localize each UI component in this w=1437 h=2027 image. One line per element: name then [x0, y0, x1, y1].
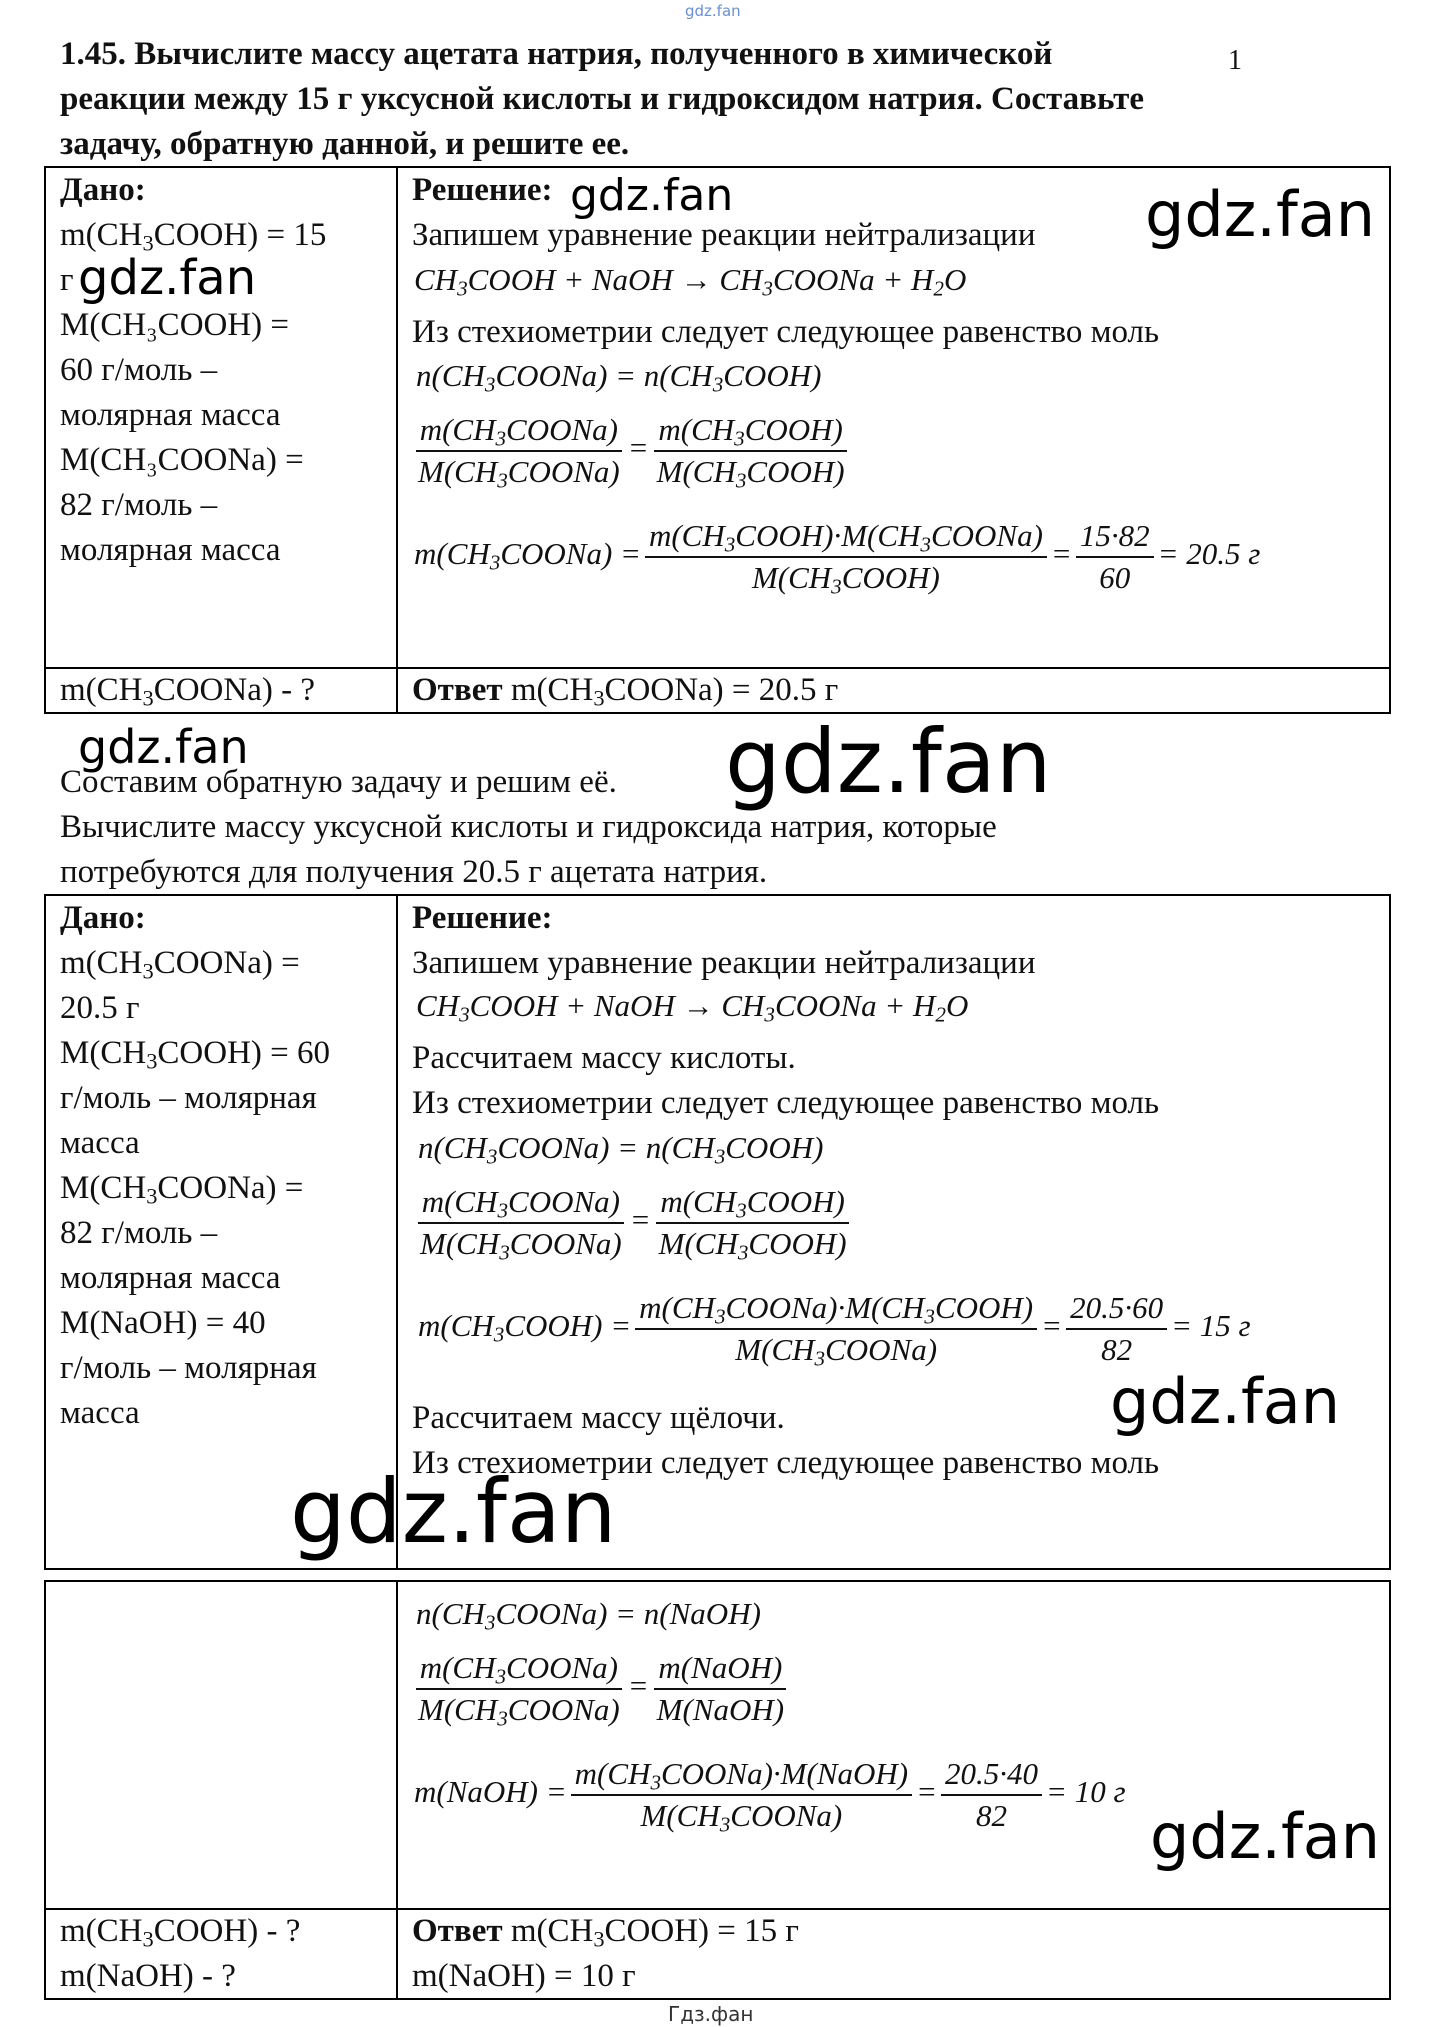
calc-denominator: 82 — [1101, 1332, 1133, 1367]
calc-numerator: 20.5·40 — [941, 1756, 1042, 1796]
given-line: молярная масса — [60, 532, 281, 568]
given-line: $m(CH_3COONa)$ = — [60, 945, 300, 984]
find-unknown: $m(CH_3COONa)$ - ? — [60, 672, 315, 711]
find-unknown: $m(CH_3COOH)$ - ? — [60, 1913, 301, 1952]
watermark: gdz.fan — [725, 710, 1052, 813]
given-line: $m(CH_3COOH) = 15$ — [60, 217, 327, 256]
given-line: масса — [60, 1125, 140, 1161]
mass-ratio-equation: $\frac{m(CH_3COONa)}{M(CH_3COONa)}$ = $\frac{\text{m(NaOH)}}{\text{M(NaOH)}}$ — [410, 1650, 792, 1728]
answer-label: Ответ — [412, 672, 503, 708]
inverse-task-line-2: потребуются для получения 20.5 г ацетата натрия. — [60, 854, 768, 890]
given-line: г/моль – молярная — [60, 1080, 317, 1116]
solution-line: Запишем уравнение реакции нейтрализации — [412, 217, 1036, 253]
given-line: 82 г/моль – — [60, 1215, 218, 1251]
watermark: gdz.fan — [1110, 1365, 1341, 1438]
mass-ratio-equation: $\frac{m(CH_3COONa)}{M(CH_3COONa)}$ = $\frac{m(CH_3COOH)}{M(CH_3COOH)}$ — [412, 1184, 855, 1262]
reaction-equation: $CH_3COOH$ + NaOH → $CH_3COONa + H_2O$ — [416, 988, 969, 1027]
top-watermark: gdz.fan — [685, 2, 741, 20]
given-line: 60 г/моль – — [60, 352, 218, 388]
given-line: г/моль – молярная — [60, 1350, 317, 1386]
given-line: M(CH₃COOH) = — [60, 307, 290, 343]
given-line: молярная масса — [60, 397, 281, 433]
given-line: 20.5 г — [60, 990, 140, 1026]
answer-line: m(NaOH) = 10 г — [412, 1958, 636, 1994]
mass-ratio-equation: $\frac{m(CH_3COONa)}{M(CH_3COONa)}$ = $\frac{m(CH_3COOH)}{M(CH_3COOH)}$ — [410, 412, 853, 490]
solution-line: Из стехиометрии следует следующее равенство моль — [412, 314, 1160, 350]
calc-result: = 10 г — [1046, 1774, 1126, 1810]
table-3-divider — [396, 1580, 398, 2000]
mass-calculation: $m(CH_3COONa)$ = $\frac{m(CH_3COOH)\cdot M(CH_3COONa)}{M(CH_3COOH)}$ = $\frac{15\cdot 82}{60}$ = 20.5 г — [414, 518, 1261, 599]
answer-label: Ответ — [412, 1913, 503, 1949]
solution-header: Решение: — [412, 900, 553, 936]
mole-equality: $n(CH_3COONa)$ = $n(CH_3COOH)$ — [416, 358, 822, 397]
mole-equality: $n(CH_3COONa)$ = $n(CH_3COOH)$ — [418, 1130, 824, 1169]
mole-equality: $n(CH_3COONa)$ = n(NaOH) — [416, 1596, 761, 1635]
inverse-intro: Составим обратную задачу и решим её. — [60, 764, 617, 800]
calc-denominator: 60 — [1099, 560, 1131, 595]
watermark: gdz.fan — [78, 720, 249, 774]
solution-header: Решение: — [412, 172, 553, 208]
answer-line: Ответ $m(CH_3COONa) = 20.5$ г — [412, 672, 839, 711]
given-header: Дано: — [60, 900, 146, 936]
watermark: gdz.fan — [1145, 178, 1376, 251]
calc-denominator: 82 — [976, 1798, 1008, 1833]
given-line: M(CH₃COONa) = — [60, 442, 304, 478]
task-title-line-1: 1.45. Вычислите массу ацетата натрия, полученного в химической — [60, 36, 1053, 72]
inverse-task-line-1: Вычислите массу уксусной кислоты и гидроксида натрия, которые — [60, 809, 997, 845]
given-line: $M(CH_3COOH) = 60$ — [60, 1035, 331, 1074]
solution-line: Рассчитаем массу кислоты. — [412, 1040, 796, 1076]
watermark: gdz.fan — [570, 170, 734, 221]
mass-calculation: $m(CH_3COOH)$ = $\frac{m(CH_3COONa)\cdot M(CH_3COOH)}{M(CH_3COONa)}$ = $\frac{20.5\cdot 60}{82}$ = 15 г — [418, 1290, 1251, 1371]
reaction-equation: $CH_3COOH$ + NaOH → $CH_3COONa + H_2O$ — [414, 262, 967, 301]
given-line: 82 г/моль – — [60, 487, 218, 523]
given-line: молярная масса — [60, 1260, 281, 1296]
given-line: масса — [60, 1395, 140, 1431]
task-title-line-3: задачу, обратную данной, и решите ее. — [60, 126, 630, 162]
solution-line: Из стехиометрии следует следующее равенство моль — [412, 1085, 1160, 1121]
mass-calculation: m(NaOH) = $\frac{m(CH_3COONa)\cdot M(NaOH)}{M(CH_3COONa)}$ = $\frac{20.5\cdot 40}{82}$ = 10 г — [414, 1756, 1126, 1837]
watermark: gdz.fan — [290, 1460, 617, 1563]
watermark: gdz.fan — [78, 250, 257, 306]
answer-line: Ответ $m(CH_3COOH) = 15$ г — [412, 1913, 799, 1952]
footer-text: Гдз.фан — [668, 2002, 754, 2026]
given-line: $M(CH_3COONa)$ = — [60, 1170, 304, 1209]
solution-line: Из стехиометрии следует следующее равенство моль — [412, 1445, 1160, 1481]
solution-line: Запишем уравнение реакции нейтрализации — [412, 945, 1036, 981]
calc-result: = 20.5 г — [1157, 536, 1261, 572]
calc-numerator: 20.5·60 — [1066, 1290, 1167, 1330]
find-unknown: m(NaOH) - ? — [60, 1958, 236, 1994]
given-line: г — [60, 262, 74, 298]
calc-result: = 15 г — [1171, 1308, 1251, 1344]
page-number: 1 — [1228, 45, 1242, 76]
given-line: M(NaOH) = 40 — [60, 1305, 266, 1341]
task-title-line-2: реакции между 15 г уксусной кислоты и гидроксидом натрия. Составьте — [60, 81, 1144, 117]
watermark: gdz.fan — [1150, 1800, 1381, 1873]
given-header: Дано: — [60, 172, 146, 208]
table-1-divider — [396, 166, 398, 714]
solution-line: Рассчитаем массу щёлочи. — [412, 1400, 785, 1436]
calc-numerator: 15·82 — [1076, 518, 1154, 558]
